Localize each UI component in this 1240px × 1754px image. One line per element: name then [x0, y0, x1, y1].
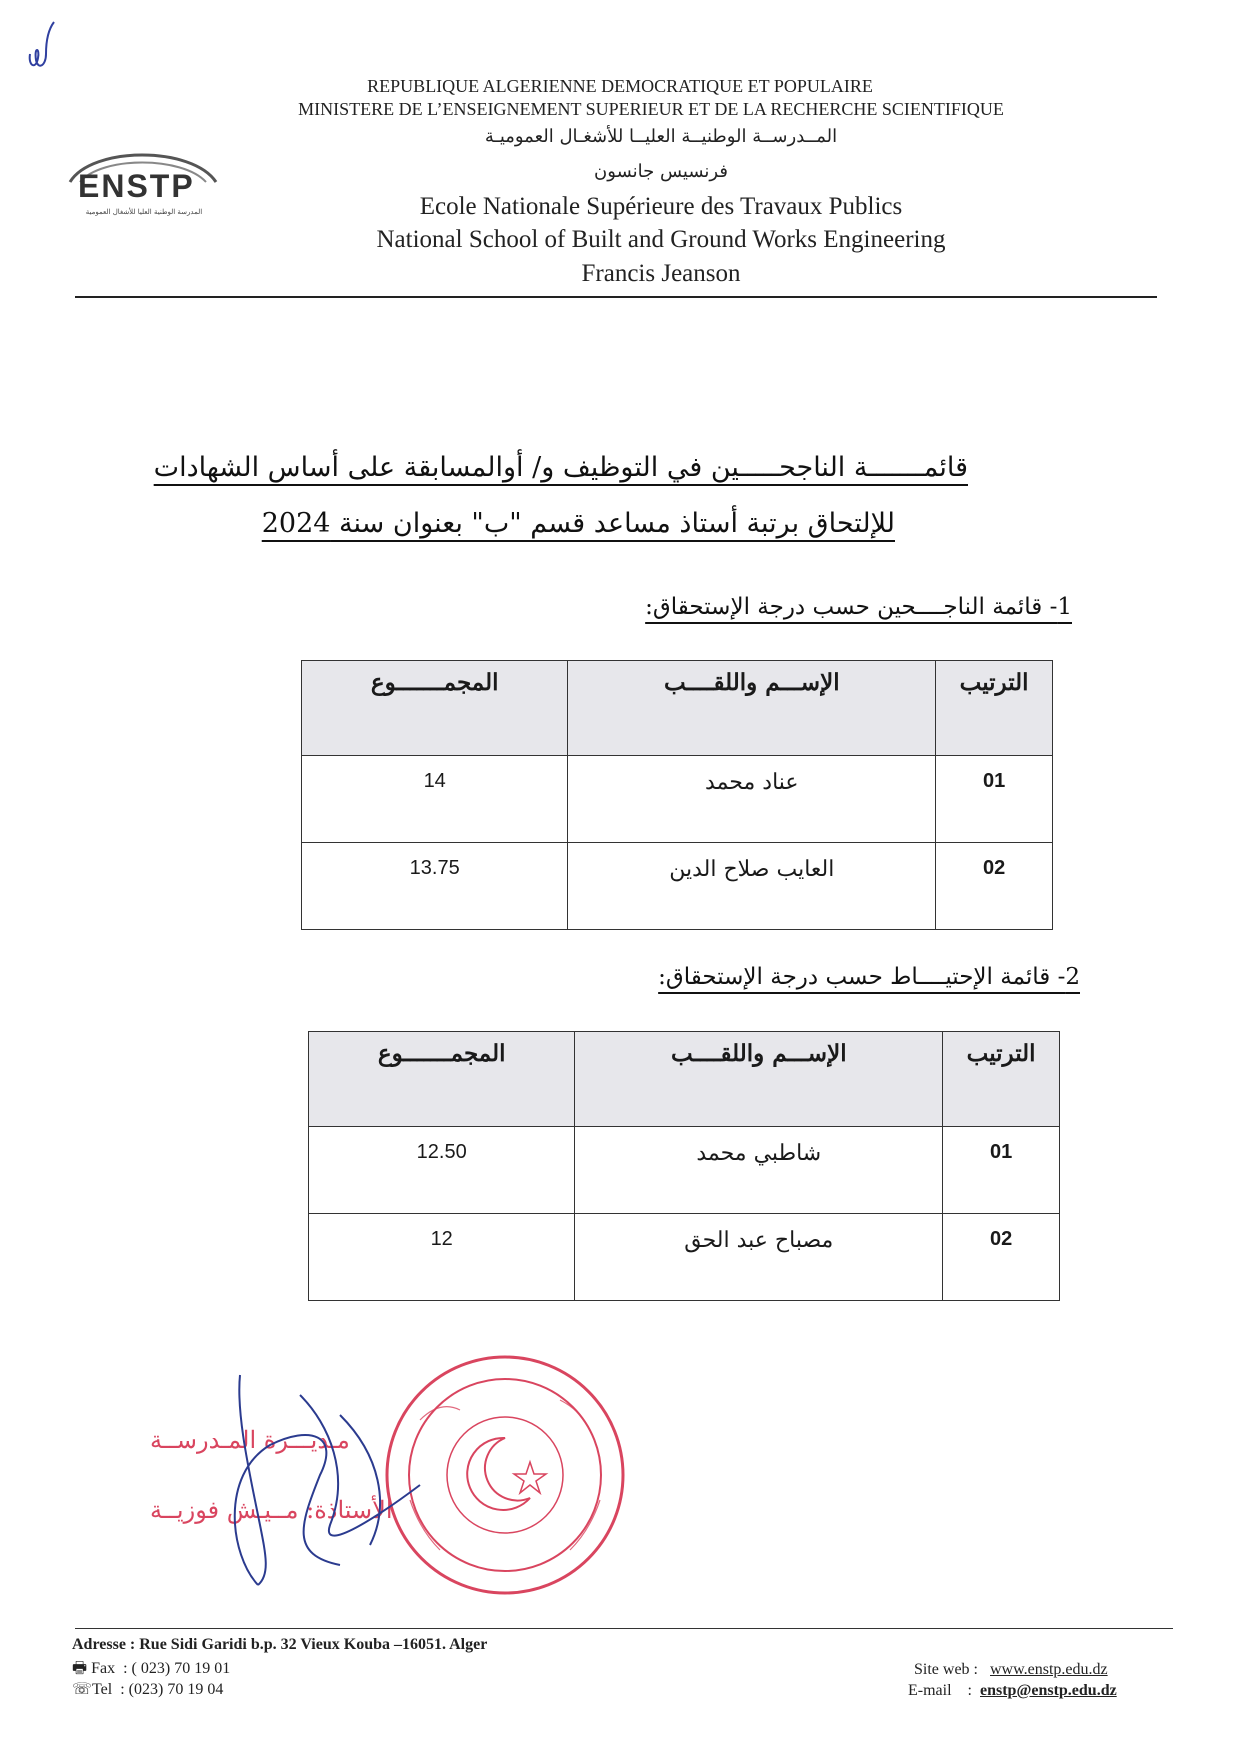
header-school-english: National School of Built and Ground Works Engineering — [376, 226, 946, 253]
director-role: مـديـــرة المـدرســة — [150, 1426, 350, 1454]
header-republic: REPUBLIQUE ALGERIENNE DEMOCRATIQUE ET POPULAIRE — [367, 76, 873, 96]
footer-divider — [75, 1628, 1173, 1629]
section2-heading: 2- قائمة الإحتيــــاط حسب درجة الإستحقاق: — [658, 964, 1080, 990]
cell-rank: 01 — [982, 770, 1006, 792]
fax-icon: 🖶 — [72, 1660, 88, 1677]
table-row — [309, 1214, 1060, 1301]
footer-fax: 🖶 Fax : ( 023) 70 19 01 — [72, 1660, 231, 1677]
cell-total: 14 — [423, 770, 446, 792]
cell-name: مصباح عبد الحق — [684, 1228, 834, 1253]
cell-rank: 01 — [989, 1141, 1013, 1163]
logo-text: ENSTP — [78, 168, 195, 204]
col-header-total: المجمـــــــوع — [309, 1032, 575, 1127]
col-header-name: الإســـم واللقــــب — [568, 661, 936, 756]
footer-site: Site web : www.enstp.edu.dz — [914, 1661, 1108, 1678]
header-divider — [75, 296, 1157, 298]
director-signature — [140, 1355, 640, 1595]
header-school-arabic: المــدرســة الوطنيــة العليــا للأشغـال العموميـة — [484, 126, 838, 147]
col-header-total: المجمـــــــوع — [302, 661, 568, 756]
website-link[interactable]: www.enstp.edu.dz — [990, 1661, 1108, 1678]
table-row — [309, 1127, 1060, 1214]
document-title-line2: للإلتحاق برتبة أستاذ مساعد قسم "ب" بعنوان سنة 2024 — [261, 508, 895, 539]
table-row — [302, 843, 1053, 930]
section1-heading: 1- قائمة الناجــــحين حسب درجة الإستحقاق: — [645, 594, 1072, 620]
cell-name: العايب صلاح الدين — [669, 857, 835, 882]
footer-email: E-mail : enstp@enstp.edu.dz — [908, 1682, 1117, 1699]
cell-name: شاطبي محمد — [696, 1141, 822, 1166]
header-school-arabic-name: فرنسيس جانسون — [594, 161, 728, 182]
cell-total: 12.50 — [416, 1141, 467, 1163]
cell-total: 13.75 — [409, 857, 460, 879]
footer-tel: ☏Tel : (023) 70 19 04 — [72, 1681, 224, 1698]
col-header-rank: الترتيب — [943, 1032, 1060, 1127]
winners-table — [301, 660, 1053, 930]
col-header-rank: الترتيب — [936, 661, 1053, 756]
handwritten-initial — [24, 14, 64, 78]
telephone-icon: ☏ — [72, 1681, 93, 1698]
cell-total: 12 — [430, 1228, 453, 1250]
cell-name: عناد محمد — [705, 770, 799, 795]
col-header-name: الإســـم واللقــــب — [575, 1032, 943, 1127]
footer-address: Adresse : Rue Sidi Garidi b.p. 32 Vieux Kouba –16051. Alger — [72, 1636, 488, 1653]
cell-rank: 02 — [989, 1228, 1013, 1250]
logo-subtext: المدرسة الوطنية العليا للأشغال العمومية — [85, 208, 203, 216]
header-ministry: MINISTERE DE L’ENSEIGNEMENT SUPERIEUR ET DE LA RECHERCHE SCIENTIFIQUE — [298, 99, 1004, 119]
email-link[interactable]: enstp@enstp.edu.dz — [980, 1682, 1117, 1699]
header-school-name: Francis Jeanson — [581, 260, 741, 287]
table-row — [302, 756, 1053, 843]
director-name: الأستاذة: مــيـش فوزيــة — [150, 1496, 393, 1524]
header-school-french: Ecole Nationale Supérieure des Travaux Publics — [419, 193, 903, 220]
reserve-table — [308, 1031, 1060, 1301]
document-title-line1: قائمـــــــة الناجحـــــين في التوظيف و/ أوالمسابقة على أساس الشهادات — [153, 452, 968, 483]
enstp-logo — [52, 142, 232, 242]
cell-rank: 02 — [982, 857, 1006, 879]
